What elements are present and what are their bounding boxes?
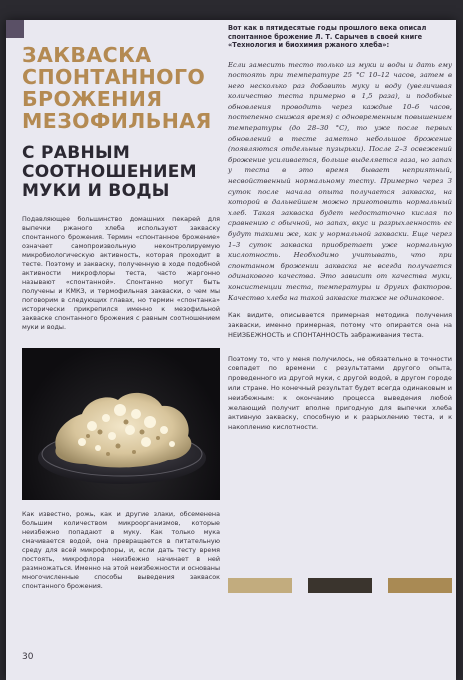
sourdough-photo — [22, 348, 220, 500]
intro-paragraph: Подавляющее большинство домашних пекарей для выпечки ржаного хлеба используют закваску спонтанного брожения. Термин «спонтанное брожение» означает самопроизвольную неконтролируемую микробиологическую активность, которая проходит в тесте. Поэтому и закваску, полученную в ходе подобной активности микрофлоры теста, часто жаргонно называют «спонтанной». Спонтанно могут быть получены и КМКЗ, и термофильная закваски, о чем мы поговорим в следующих главах, но термин «спонтанка» исторически прикрепился именно к мезофильной закваске спонтанного брожения с равным соотношением муки и воды. — [22, 215, 220, 331]
dough-mass — [55, 393, 191, 468]
book-quote: Если замесить тесто только из муки и воды и дать ему постоять при температуре 25 °С 10–12 часов, затем в него несколько раз добавить муку и воду (увеличивая количество теста примерно в 1,5 раза), и подобные обновления проводить через каждые 10–6 часов, постепенно снижая время) с одновременным повышением температуры (до 28–30 °С), то уже после первых обновлений в тесте заметно небольшое брожение (появляются отдельные пузырьки). После 2–3 освежений брожение усиливается, больше выделяется газа, но запах у теста в это время бывает неприятный, несвойственный нормальному тесту. Примерно через 3 суток после начала опыта получается закваска, на которой в дальнейшем можно приготовить нормальный хлеб. Такая закваска будет недостаточно кислая по сравнению с обычной, но запах, вкус и разрыхленность ее будут такими же, как у нормальной закваски. Еще через 1–3 суток закваска приобретает уже нормальную кислотность. Необходимо учитывать, что при спонтанном брожении закваска не всегда получается одинакового качества. Это зависит от качества муки, консистенции теста, температуры и других факторов. Качество хлеба на такой закваске также не одинаковое. — [228, 60, 452, 302]
color-swatches — [228, 578, 452, 594]
book-page — [6, 20, 456, 680]
chapter-title: ЗАКВАСКА СПОНТАННОГО БРОЖЕНИЯ МЕЗОФИЛЬНАЯ — [22, 43, 212, 133]
page-number: 30 — [22, 652, 34, 662]
method-paragraph: Как видите, описывается примерная методика получения закваски, именно примерная, потому что опирается она на НЕИЗБЕЖНОСТЬ и СПОНТАННОСТЬ забраживания теста. — [228, 311, 452, 339]
microflora-paragraph: Как известно, рожь, как и другие злаки, обсеменена большим количеством микроорганизмов, которые неизбежно попадают в муку. Как только мука смачивается водой, она превращается в питательную среду для всей микрофлоры, и, если дать тесту время постоять, микрофлора неизбежно начинает в ней размножаться. Именно на этой неизбежности и основаны многочисленные способы выведения заквасок спонтанного брожения. — [22, 510, 220, 590]
swatch-dark-bread — [308, 578, 372, 593]
swatch-golden-bread — [388, 578, 452, 593]
sourdough-illustration — [22, 348, 220, 500]
quote-introduction: Вот как в пятидесятые годы прошлого века описал спонтанное брожение Л. Т. Сарычев в своей книге «Технология и биохимия ржаного хлеба»: — [228, 24, 427, 49]
page-corner-tab — [6, 20, 24, 38]
right-column — [228, 24, 452, 433]
left-column — [22, 44, 220, 591]
swatch-light-bread — [228, 578, 292, 593]
result-paragraph: Поэтому то, что у меня получилось, не обязательно в точности совпадет по времени с результатами другого опыта, проведенного из другой муки, с другой водой, в другом городе или стране. Но конечный результат будет всегда одинаковым и неизбежным: к окончанию процесса выведения любой желающий получит вполне пригодную для выпечки хлеба активную закваску, способную и к разрыхлению теста, и к накоплению кислотности. — [228, 354, 452, 432]
chapter-subtitle: С РАВНЫМ СООТНОШЕНИЕМ МУКИ И ВОДЫ — [22, 143, 197, 201]
